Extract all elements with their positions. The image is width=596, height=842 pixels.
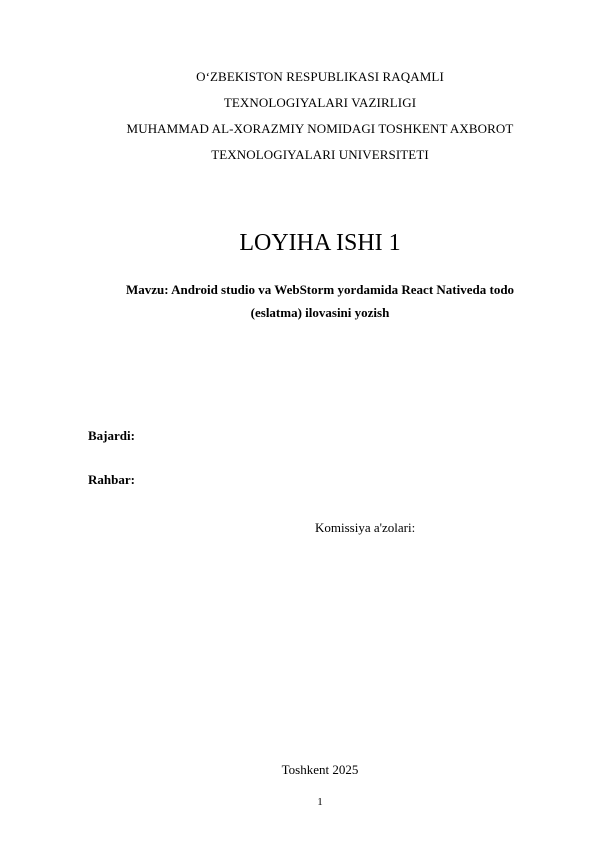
ministry-name-line-1: O‘ZBEKISTON RESPUBLIKASI RAQAMLI xyxy=(196,69,444,84)
performer-label: Bajardi: xyxy=(88,428,135,443)
university-name-line-2: TEXNOLOGIYALARI UNIVERSITETI xyxy=(211,147,429,162)
topic-line-2: (eslatma) ilovasini yozish xyxy=(250,305,390,320)
page-number: 1 xyxy=(317,796,323,808)
city-year: Toshkent 2025 xyxy=(281,762,359,777)
university-name-line-1: MUHAMMAD AL-XORAZMIY NOMIDAGI TOSHKENT AXBOROT xyxy=(126,121,514,136)
supervisor-label: Rahbar: xyxy=(88,472,135,487)
document-title: LOYIHA ISHI 1 xyxy=(239,230,401,256)
ministry-name-line-2: TEXNOLOGIYALARI VAZIRLIGI xyxy=(223,95,417,110)
commission-label: Komissiya a'zolari: xyxy=(315,520,416,535)
topic-line-1: Mavzu: Android studio va WebStorm yordamida React Nativeda todo xyxy=(125,282,515,297)
